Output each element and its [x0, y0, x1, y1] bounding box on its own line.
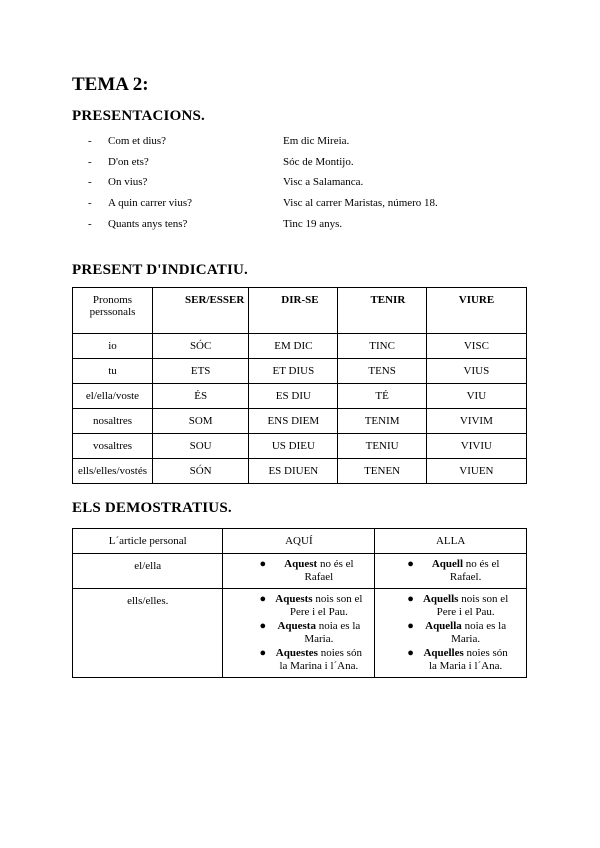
dialog-question: On vius? [108, 176, 148, 189]
header-dir-se: DIR-SE [249, 288, 338, 334]
verb-cell: SOM [152, 409, 248, 434]
aqui-cell [223, 554, 375, 589]
pronoun-cell: tu [73, 359, 153, 384]
dialog-row [88, 218, 548, 239]
dialog-answer: Tinc 19 anys. [283, 217, 343, 230]
pronoun-cell: el/ella [73, 554, 223, 589]
verb-cell: TENS [338, 359, 426, 384]
pronoun-cell: nosaltres [73, 409, 153, 434]
dialog-question: Quants anys tens? [108, 217, 188, 230]
verb-cell: SÓC [152, 334, 248, 359]
example-text: noia es la Maria. [304, 620, 361, 645]
demonstrative-word: Aquestes [275, 647, 318, 659]
table-header-row [73, 529, 527, 554]
list-item [223, 593, 374, 619]
demonstrative-word: Aquest [284, 558, 318, 570]
pronoun-cell: ells/elles. [73, 589, 223, 678]
verb-cell: ENS DIEM [249, 409, 338, 434]
verb-cell: VIVIU [426, 434, 526, 459]
verb-cell: EM DIC [249, 334, 338, 359]
conjugation-table [72, 287, 527, 484]
verb-cell: ÉS [152, 384, 248, 409]
bullet-icon: ● [259, 647, 267, 659]
alla-cell [375, 554, 527, 589]
aqui-cell [223, 589, 375, 678]
dialog-row [88, 135, 548, 156]
dialog-answer: Visc al carrer Maristas, número 18. [283, 197, 438, 210]
dialog-row [88, 176, 548, 197]
verb-cell: VIUS [426, 359, 526, 384]
demonstrative-word: Aquesta [277, 620, 316, 632]
demostratius-heading: ELS DEMOSTRATIUS. [72, 500, 232, 516]
verb-cell: TÉ [338, 384, 426, 409]
dash-marker: - [88, 217, 92, 230]
bullet-list [223, 558, 374, 584]
table-row [73, 554, 527, 589]
verb-cell: SÓN [152, 459, 248, 484]
dialog-question: D'on ets? [108, 155, 149, 168]
dialog-question: A quin carrer vius? [108, 197, 192, 210]
example-text: noies són la Marina i l´Ana. [279, 647, 362, 672]
header-ser-esser: SER/ESSER [152, 288, 248, 334]
pronoun-cell: ells/elles/vostés [73, 459, 153, 484]
list-item [223, 620, 374, 646]
header-pronoms: Pronoms perssonals [73, 288, 153, 334]
verb-cell: TENEN [338, 459, 426, 484]
list-item [223, 558, 374, 584]
dialog-question: Com et dius? [108, 135, 167, 147]
bullet-icon: ● [259, 593, 267, 605]
example-text: noia es la Maria. [451, 620, 507, 645]
page-title: TEMA 2: [72, 74, 149, 95]
dash-marker: - [88, 135, 92, 147]
header-article: L´article personal [73, 529, 223, 554]
verb-cell: TENIM [338, 409, 426, 434]
verb-cell: ES DIUEN [249, 459, 338, 484]
bullet-list [223, 593, 374, 673]
table-row [73, 409, 527, 434]
pronoun-cell: vosaltres [73, 434, 153, 459]
present-indicatiu-heading: PRESENT D'INDICATIU. [72, 262, 248, 278]
list-item [375, 558, 526, 584]
alla-cell [375, 589, 527, 678]
demonstrative-word: Aquests [275, 593, 313, 605]
verb-cell: VIU [426, 384, 526, 409]
verb-cell: VIUEN [426, 459, 526, 484]
example-text: nois son el Pere i el Pau. [289, 593, 363, 618]
dash-marker: - [88, 197, 92, 210]
dialog-row [88, 197, 548, 218]
pronoun-cell: el/ella/voste [73, 384, 153, 409]
list-item [223, 647, 374, 673]
header-aqui: AQUÍ [223, 529, 375, 554]
verb-cell: ES DIU [249, 384, 338, 409]
bullet-icon: ● [259, 558, 267, 570]
header-alla: ALLA [375, 529, 527, 554]
verb-cell: VIVIM [426, 409, 526, 434]
dialog-answer: Visc a Salamanca. [283, 176, 364, 189]
demonstratives-table [72, 528, 527, 678]
verb-cell: SOU [152, 434, 248, 459]
list-item [375, 620, 526, 646]
table-row [73, 334, 527, 359]
table-row [73, 359, 527, 384]
dialog-answer: Sóc de Montijo. [283, 155, 354, 168]
demonstrative-word: Aquella [425, 620, 462, 632]
demonstrative-word: Aquell [431, 558, 464, 570]
bullet-list [375, 558, 526, 584]
presentacions-heading: PRESENTACIONS. [72, 108, 205, 124]
list-item [375, 647, 526, 673]
table-row [73, 459, 527, 484]
example-text: no és el Rafael [304, 558, 354, 583]
example-text: nois son el Pere i el Pau. [436, 593, 509, 618]
table-row [73, 434, 527, 459]
bullet-icon: ● [407, 558, 414, 570]
bullet-icon: ● [407, 647, 414, 659]
header-viure: VIURE [426, 288, 526, 334]
presentacions-list [88, 135, 548, 238]
verb-cell: ET DIUS [249, 359, 338, 384]
table-header-row [73, 288, 527, 334]
dash-marker: - [88, 155, 92, 168]
dialog-row [88, 156, 548, 177]
table-row [73, 384, 527, 409]
bullet-icon: ● [407, 593, 414, 605]
example-text: no és el Rafael. [449, 558, 500, 583]
verb-cell: TINC [338, 334, 426, 359]
demonstrative-word: Aquelles [423, 647, 464, 659]
verb-cell: VISC [426, 334, 526, 359]
verb-cell: ETS [152, 359, 248, 384]
table-row [73, 589, 527, 678]
dialog-answer: Em dic Mireia. [283, 135, 350, 147]
pronoun-cell: io [73, 334, 153, 359]
bullet-icon: ● [407, 620, 414, 632]
header-tenir: TENIR [338, 288, 426, 334]
example-text: noies són la Maria i l´Ana. [428, 647, 508, 672]
demonstrative-word: Aquells [422, 593, 459, 605]
verb-cell: US DIEU [249, 434, 338, 459]
bullet-list [375, 593, 526, 673]
verb-cell: TENIU [338, 434, 426, 459]
list-item [375, 593, 526, 619]
dash-marker: - [88, 176, 92, 189]
bullet-icon: ● [259, 620, 267, 632]
